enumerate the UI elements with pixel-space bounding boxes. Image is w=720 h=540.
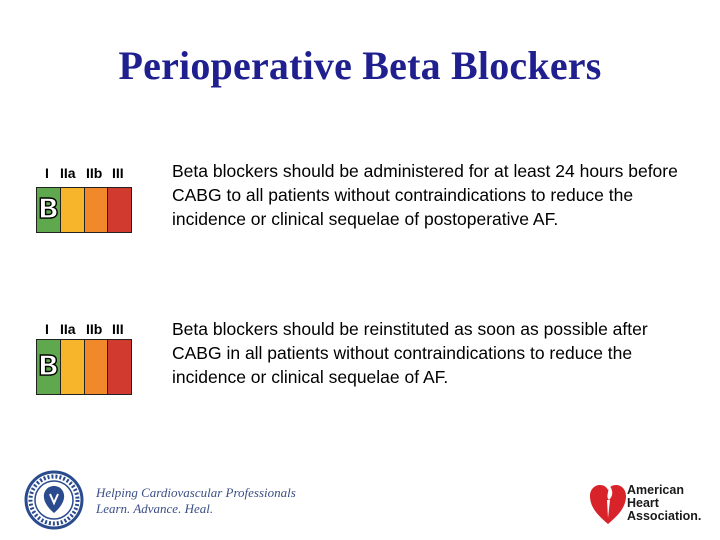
class-labels <box>36 321 132 339</box>
recommendation-2-text: Beta blockers should be reinstituted as soon as possible after CABG in all patients without contraindications to reduce the incidence or clinical sequelae of AF. <box>172 319 648 387</box>
class-label-iib: IIb <box>86 165 103 181</box>
class-label-iia: IIa <box>60 321 76 337</box>
page-title: Perioperative Beta Blockers <box>118 43 602 88</box>
class-iia-bar <box>61 188 85 232</box>
level-of-evidence: B <box>37 349 60 382</box>
class-iib-bar <box>85 340 109 394</box>
aha-line-1: American <box>627 483 684 497</box>
class-label-i: I <box>45 321 49 337</box>
tagline-line-2: Learn. Advance. Heal. <box>96 501 214 516</box>
recommendation-1-text: Beta blockers should be administered for at least 24 hours before CABG to all patients without contraindications to reduce the incidence or clinical sequelae of postoperative AF. <box>172 161 678 229</box>
class-color-bar <box>36 187 132 233</box>
class-i-bar <box>37 188 61 232</box>
acc-tagline <box>96 485 296 517</box>
acc-seal-icon <box>22 470 88 535</box>
class-color-bar <box>36 339 132 395</box>
aha-line-3: Association. <box>627 509 702 523</box>
class-iia-bar <box>61 340 85 394</box>
aha-line-2: Heart <box>627 496 659 510</box>
class-label-iib: IIb <box>86 321 103 337</box>
tagline-line-1: Helping Cardiovascular Professionals <box>96 485 296 500</box>
class-labels <box>36 165 132 183</box>
class-iii-bar <box>108 188 131 232</box>
class-label-i: I <box>45 165 49 181</box>
class-iib-bar <box>85 188 109 232</box>
class-iii-bar <box>108 340 131 394</box>
level-of-evidence: B <box>37 192 60 225</box>
class-label-iii: III <box>112 165 124 181</box>
heart-torch-icon <box>588 478 628 533</box>
class-label-iii: III <box>112 321 124 337</box>
aha-wordmark <box>627 484 701 523</box>
class-i-bar <box>37 340 61 394</box>
class-label-iia: IIa <box>60 165 76 181</box>
